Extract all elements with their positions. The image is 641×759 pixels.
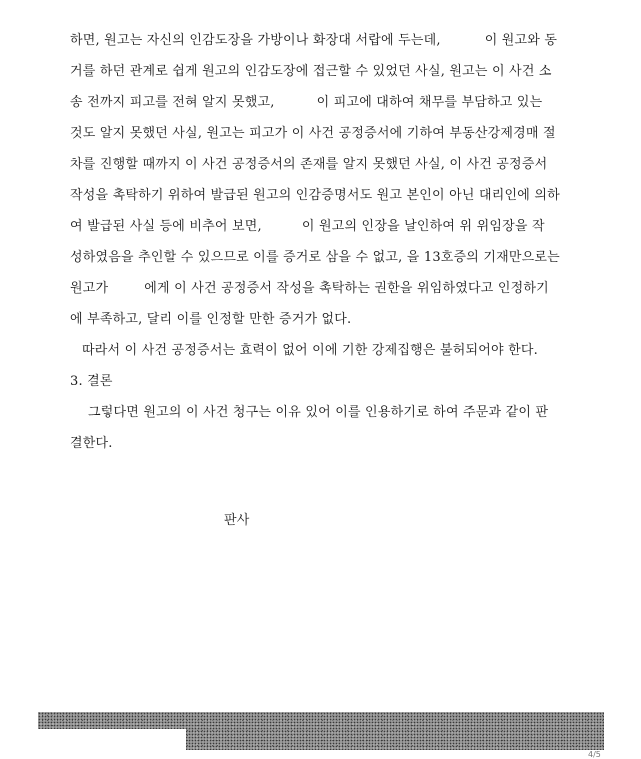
body-line-6: 작성을 촉탁하기 위하여 발급된 원고의 인감증명서도 원고 본인이 아닌 대리인에 의하 bbox=[70, 188, 560, 203]
body-line-1 bbox=[70, 33, 557, 49]
body-line-3 bbox=[70, 95, 542, 111]
footer-blank-area bbox=[38, 729, 186, 759]
body-line-1-part-b: 이 원고와 동 bbox=[484, 33, 558, 48]
body-line-11: 따라서 이 사건 공정증서는 효력이 없어 이에 기한 강제집행은 불허되어야 한다. bbox=[82, 343, 538, 358]
body-line-13: 결한다. bbox=[70, 436, 113, 451]
body-line-9-part-a: 원고가 bbox=[70, 281, 109, 296]
body-line-2: 거를 하던 관계로 쉽게 원고의 인감도장에 접근할 수 있었던 사실, 원고는 이 사건 소 bbox=[70, 64, 552, 79]
body-line-9 bbox=[70, 281, 549, 297]
judge-signature-label: 판사 bbox=[224, 513, 250, 528]
body-line-3-part-b: 이 피고에 대하여 채무를 부담하고 있는 bbox=[316, 95, 543, 110]
body-line-10: 에 부족하고, 달리 이를 인정할 만한 증거가 없다. bbox=[70, 312, 352, 327]
body-line-7 bbox=[70, 219, 545, 235]
body-line-9-part-b: 에게 이 사건 공정증서 작성을 촉탁하는 권한을 위임하였다고 인정하기 bbox=[144, 281, 549, 296]
body-line-7-part-a: 여 발급된 사실 등에 비추어 보면, bbox=[70, 219, 262, 234]
body-line-3-part-a: 송 전까지 피고를 전혀 알지 못했고, bbox=[70, 95, 275, 110]
body-line-5: 차를 진행할 때까지 이 사건 공정증서의 존재를 알지 못했던 사실, 이 사건 공정증서 bbox=[70, 157, 548, 172]
page-number: 4/5 bbox=[588, 750, 601, 759]
body-line-8: 성하였음을 추인할 수 있으므로 이를 증거로 삼을 수 없고, 을 13호증의 기재만으로는 bbox=[70, 250, 560, 265]
section-heading-conclusion: 3. 결론 bbox=[70, 374, 113, 389]
body-line-4: 것도 알지 못했던 사실, 원고는 피고가 이 사건 공정증서에 기하여 부동산강제경매 절 bbox=[70, 126, 556, 141]
body-line-12: 그렇다면 원고의 이 사건 청구는 이유 있어 이를 인용하기로 하여 주문과 같이 판 bbox=[88, 405, 549, 420]
body-line-7-part-b: 이 원고의 인장을 날인하여 위 위임장을 작 bbox=[301, 219, 545, 234]
body-line-1-part-a: 하면, 원고는 자신의 인감도장을 가방이나 화장대 서랍에 두는데, bbox=[70, 33, 441, 48]
